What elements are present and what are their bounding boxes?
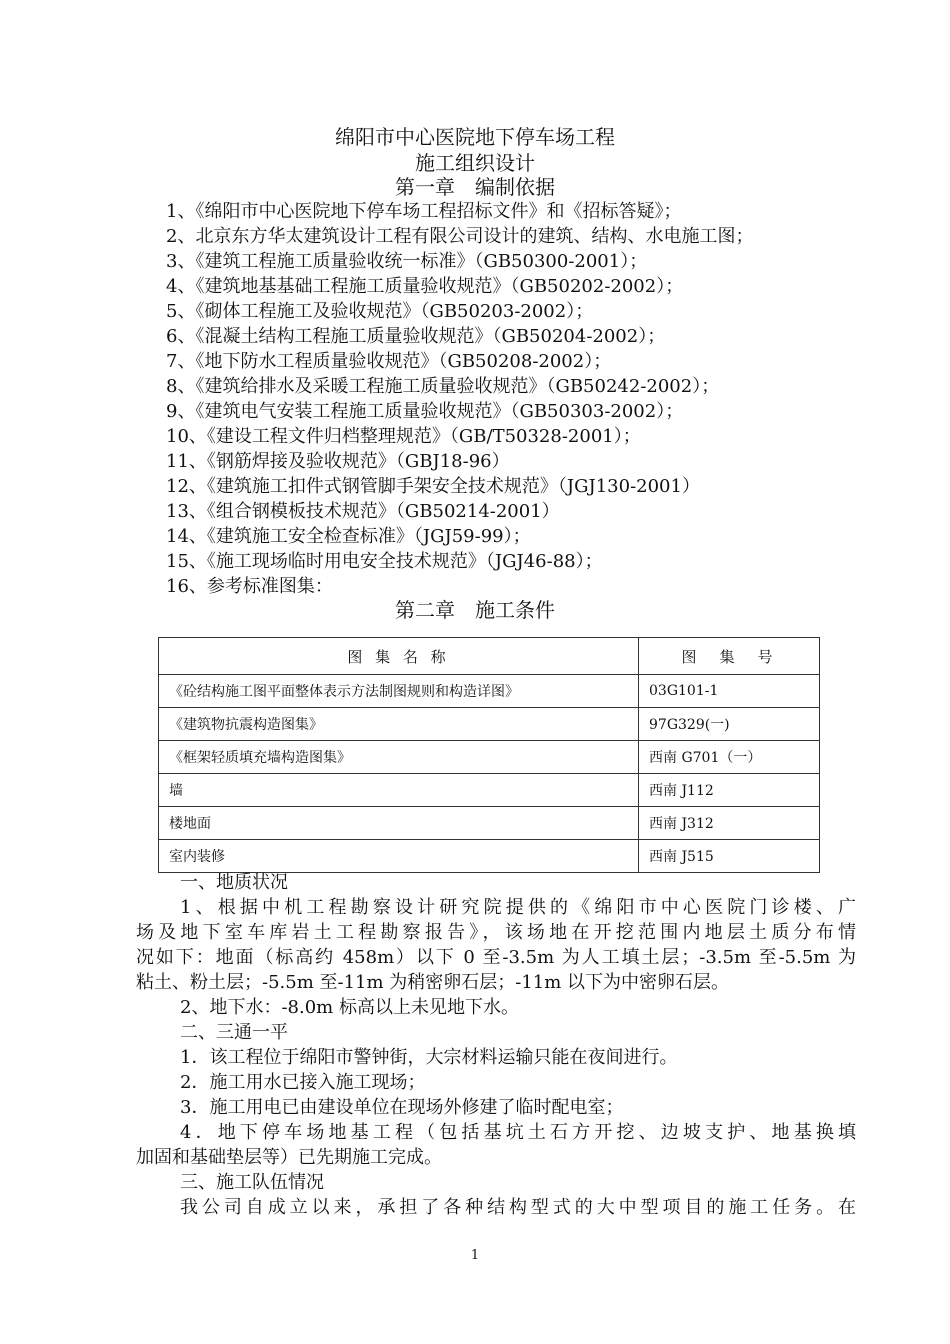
paragraph-line: 况如下：地面（标高约 458m）以下 0 至-3.5m 为人工填土层；-3.5m 至-5.5m 为 bbox=[136, 947, 856, 968]
table-row bbox=[159, 708, 820, 741]
atlas-name-cell: 《建筑物抗震构造图集》 bbox=[159, 708, 639, 741]
reference-item: 5、《砌体工程施工及验收规范》（GB50203-2002）； bbox=[166, 301, 594, 322]
document-subtitle: 施工组织设计 bbox=[415, 151, 535, 175]
atlas-number-cell: 西南 J515 bbox=[639, 840, 820, 873]
table-row bbox=[159, 774, 820, 807]
atlas-number-cell: 97G329(一) bbox=[639, 708, 820, 741]
reference-item: 9、《建筑电气安装工程施工质量验收规范》（GB50303-2002）； bbox=[166, 401, 684, 422]
paragraph-line: 三、施工队伍情况 bbox=[180, 1172, 324, 1193]
atlas-table bbox=[158, 637, 820, 873]
reference-item: 8、《建筑给排水及采暖工程施工质量验收规范》（GB50242-2002）； bbox=[166, 376, 720, 397]
table-row bbox=[159, 840, 820, 873]
atlas-number-cell: 03G101-1 bbox=[639, 675, 820, 708]
reference-item: 3、《建筑工程施工质量验收统一标准》（GB50300-2001）； bbox=[166, 251, 648, 272]
paragraph-line: 1．该工程位于绵阳市警钟街，大宗材料运输只能在夜间进行。 bbox=[180, 1047, 678, 1068]
reference-item: 1、《绵阳市中心医院地下停车场工程招标文件》和《招标答疑》； bbox=[166, 201, 682, 222]
table-row bbox=[159, 807, 820, 840]
paragraph-line: 加固和基础垫层等）已先期施工完成。 bbox=[136, 1147, 442, 1168]
document-title: 绵阳市中心医院地下停车场工程 bbox=[335, 125, 615, 149]
table-header-number: 图 集 号 bbox=[639, 638, 820, 675]
reference-item: 4、《建筑地基基础工程施工质量验收规范》（GB50202-2002）； bbox=[166, 276, 684, 297]
reference-item: 13、《组合钢模板技术规范》（GB50214-2001） bbox=[166, 501, 560, 522]
atlas-name-cell: 墙 bbox=[159, 774, 639, 807]
atlas-number-cell: 西南 J112 bbox=[639, 774, 820, 807]
reference-item: 2、北京东方华太建筑设计工程有限公司设计的建筑、结构、水电施工图； bbox=[166, 226, 754, 247]
paragraph-line: 一、地质状况 bbox=[180, 872, 288, 893]
paragraph-line: 3．施工用电已由建设单位在现场外修建了临时配电室； bbox=[180, 1097, 624, 1118]
table-header-name: 图 集 名 称 bbox=[159, 638, 639, 675]
table-header-row bbox=[159, 638, 820, 675]
paragraph-line: 4．地下停车场地基工程（包括基坑土石方开挖、边坡支护、地基换填 bbox=[180, 1122, 856, 1143]
table-row bbox=[159, 675, 820, 708]
paragraph-line: 2、地下水：-8.0m 标高以上未见地下水。 bbox=[180, 997, 519, 1018]
page-number: 1 bbox=[470, 1248, 480, 1263]
paragraph-line: 我公司自成立以来，承担了各种结构型式的大中型项目的施工任务。在 bbox=[180, 1197, 856, 1218]
paragraph-line: 场及地下室车库岩土工程勘察报告》，该场地在开挖范围内地层土质分布情 bbox=[136, 922, 856, 943]
paragraph-line: 1、根据中机工程勘察设计研究院提供的《绵阳市中心医院门诊楼、广 bbox=[180, 897, 856, 918]
reference-item: 10、《建设工程文件归档整理规范》（GB/T50328-2001）； bbox=[166, 426, 641, 447]
reference-item: 6、《混凝土结构工程施工质量验收规范》（GB50204-2002）； bbox=[166, 326, 666, 347]
reference-item: 11、《钢筋焊接及验收规范》（GBJ18-96） bbox=[166, 451, 510, 472]
atlas-name-cell: 楼地面 bbox=[159, 807, 639, 840]
atlas-name-cell: 《砼结构施工图平面整体表示方法制图规则和构造详图》 bbox=[159, 675, 639, 708]
atlas-number-cell: 西南 J312 bbox=[639, 807, 820, 840]
reference-item: 15、《施工现场临时用电安全技术规范》（JGJ46-88）； bbox=[166, 551, 603, 572]
reference-item: 16、参考标准图集： bbox=[166, 576, 333, 597]
atlas-name-cell: 《框架轻质填充墙构造图集》 bbox=[159, 741, 639, 774]
chapter1-heading: 第一章 编制依据 bbox=[395, 175, 555, 199]
paragraph-line: 2．施工用水已接入施工现场； bbox=[180, 1072, 426, 1093]
atlas-number-cell: 西南 G701（一） bbox=[639, 741, 820, 774]
atlas-name-cell: 室内装修 bbox=[159, 840, 639, 873]
table-row bbox=[159, 741, 820, 774]
paragraph-line: 粘土、粉土层；-5.5m 至-11m 为稍密卵石层；-11m 以下为中密卵石层。 bbox=[136, 972, 730, 993]
reference-item: 7、《地下防水工程质量验收规范》（GB50208-2002）； bbox=[166, 351, 612, 372]
reference-item: 12、《建筑施工扣件式钢管脚手架安全技术规范》（JGJ130-2001） bbox=[166, 476, 700, 497]
reference-list bbox=[166, 199, 866, 599]
paragraph-line: 二、三通一平 bbox=[180, 1022, 288, 1043]
reference-item: 14、《建筑施工安全检查标准》（JGJ59-99）； bbox=[166, 526, 531, 547]
conditions-text bbox=[136, 870, 856, 1220]
chapter2-heading: 第二章 施工条件 bbox=[395, 598, 555, 622]
